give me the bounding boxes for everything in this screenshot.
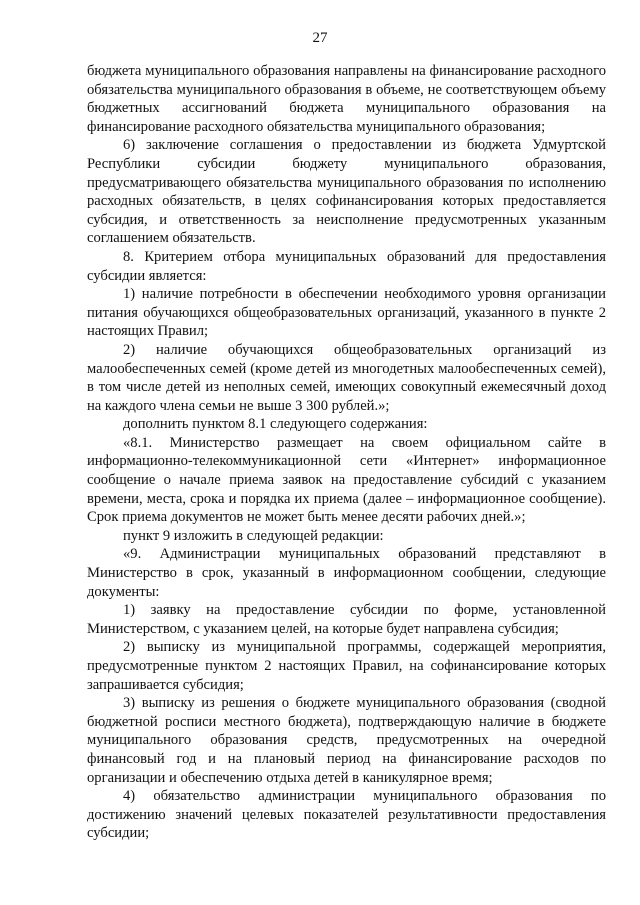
body-paragraph: 6) заключение соглашения о предоставлении из бюджета Удмуртской Республики субсидии бюджету муниципального образования, предусматривающего обязательства муниципального образования по исполнению расходных обязательств, в целях софинансирования которых предоставляется субсидия, и ответственность за неисполнение предусмотренных указанным соглашением обязательств.	[87, 137, 606, 247]
page-number: 27	[312, 30, 328, 46]
body-paragraph: бюджета муниципального образования направлены на финансирование расходного обязательства муниципального образования в объеме, не соответствующем объему бюджетных ассигнований бюджета муниципального образования на финансирование расходного обязательства муниципального образования;	[87, 63, 606, 135]
body-paragraph: пункт 9 изложить в следующей редакции:	[123, 527, 384, 544]
body-paragraph: «8.1. Министерство размещает на своем официальном сайте в информационно-телекоммуникационной сети «Интернет» информационное сообщение о начале приема заявок на предоставление субсидий с указанием времени, места, срока и порядка их приема (далее – информационное сообщение). Срок приема документов не может быть менее десяти рабочих дней.»;	[87, 434, 606, 526]
body-paragraph: 4) обязательство администрации муниципального образования по достижению значений целевых показателей результативности предоставления субсидии;	[87, 788, 606, 842]
document-body	[87, 62, 606, 843]
body-paragraph: 2) выписку из муниципальной программы, содержащей мероприятия, предусмотренные пунктом 2 настоящих Правил, на софинансирование которых запрашивается субсидия;	[87, 639, 606, 693]
body-paragraph: 3) выписку из решения о бюджете муниципального образования (сводной бюджетной росписи местного бюджета), подтверждающую наличие в бюджете муниципального образования средств, предусмотренных на очередной финансовый год и на плановый период на финансирование расходов по организации и обеспечению отдыха детей в каникулярное время;	[87, 695, 606, 786]
body-paragraph: 1) наличие потребности в обеспечении необходимого уровня организации питания обучающихся общеобразовательных организаций, указанного в пункте 2 настоящих Правил;	[87, 286, 606, 340]
body-paragraph: дополнить пунктом 8.1 следующего содержания:	[123, 416, 428, 433]
body-paragraph: 1) заявку на предоставление субсидии по форме, установленной Министерством, с указанием целей, на которые будет направлена субсидия;	[87, 602, 606, 637]
body-paragraph: 2) наличие обучающихся общеобразовательных организаций из малообеспеченных семей (кроме детей из многодетных малообеспеченных семей), в том числе детей из неполных семей, имеющих совокупный ежемесячный доход на каждого члена семьи не выше 3 300 рублей.»;	[87, 341, 606, 414]
body-paragraph: 8. Критерием отбора муниципальных образований для предоставления субсидии является:	[87, 248, 606, 284]
body-paragraph: «9. Администрации муниципальных образований представляют в Министерство в срок, указанный в информационном сообщении, следующие документы:	[87, 546, 606, 600]
